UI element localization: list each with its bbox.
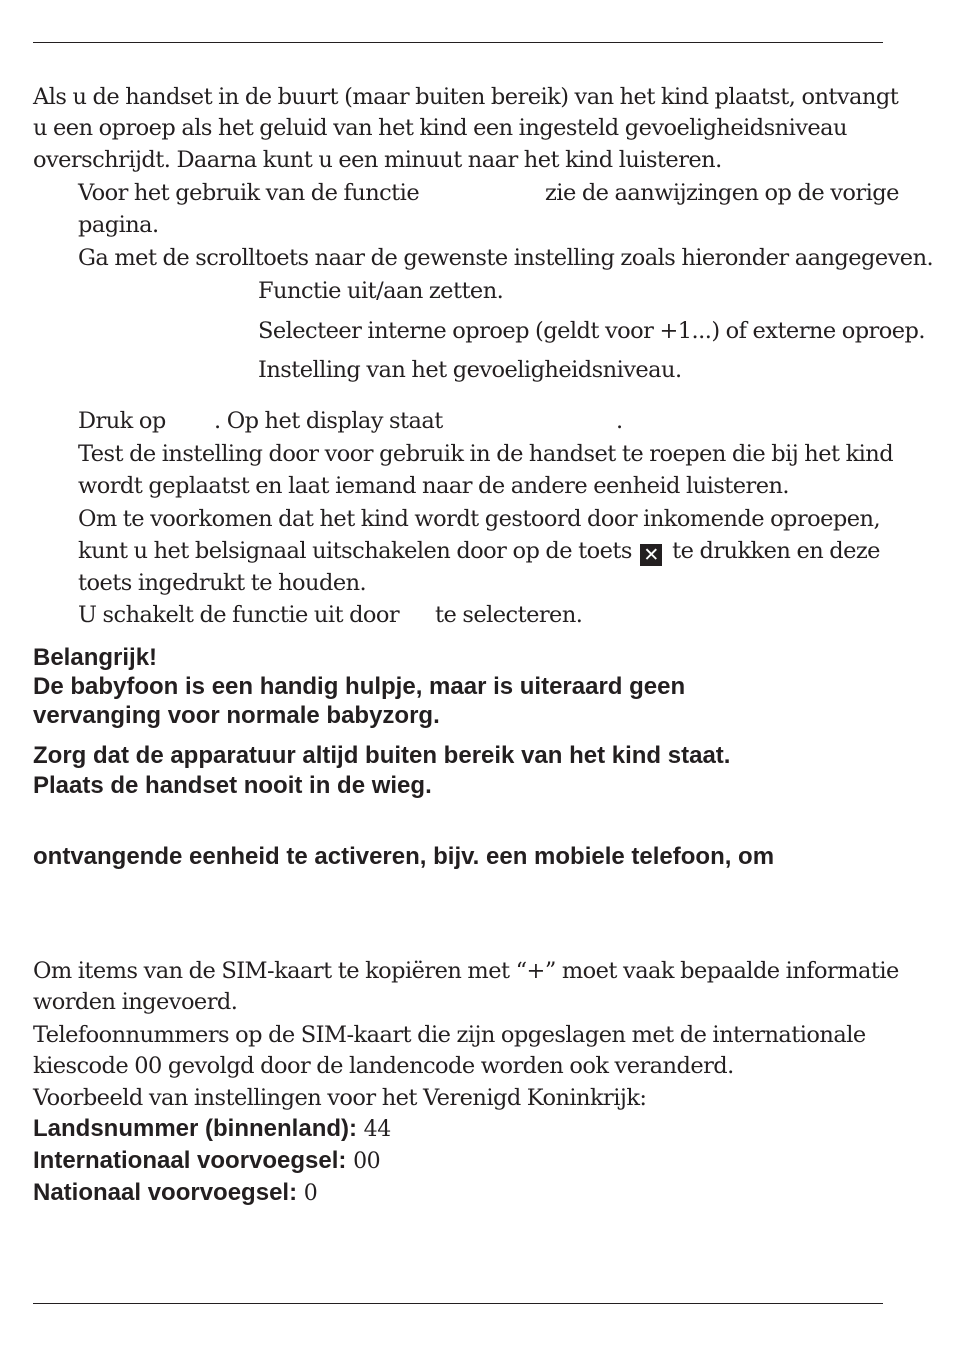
step-use-function-b: zie de aanwijzingen op de vorige bbox=[545, 180, 899, 206]
setting-international-prefix bbox=[33, 1146, 380, 1177]
step-prevent-2 bbox=[78, 535, 880, 567]
step-prevent-3: toets ingedrukt te houden. bbox=[78, 570, 367, 596]
step-scroll-key: Ga met de scrolltoets naar de gewenste instelling zoals hieronder aangegeven. bbox=[78, 245, 934, 271]
top-rule bbox=[33, 42, 883, 43]
step-press-b: . Op het display staat bbox=[214, 408, 443, 434]
option-call-type: Selecteer interne oproep (geldt voor +1...) of externe oproep. bbox=[258, 318, 925, 344]
step-press-a: Druk op bbox=[78, 408, 166, 434]
setting-value: 00 bbox=[353, 1149, 381, 1174]
step-use-function-c: pagina. bbox=[78, 212, 159, 238]
step-test-1: Test de instelling door voor gebruik in de handset te roepen die bij het kind bbox=[78, 441, 894, 467]
sim-line-2: worden ingevoerd. bbox=[33, 989, 238, 1015]
warning-line-4: Plaats de handset nooit in de wieg. bbox=[33, 772, 432, 799]
option-sensitivity: Instelling van het gevoeligheidsniveau. bbox=[258, 357, 682, 383]
setting-value: 0 bbox=[303, 1181, 318, 1206]
step-prevent-2a: kunt u het belsignaal uitschakelen door op de toets bbox=[78, 538, 632, 564]
step-use-function-a: Voor het gebruik van de functie bbox=[78, 180, 420, 206]
setting-label: Nationaal voorvoegsel: bbox=[33, 1179, 298, 1206]
step-disable-b: te selecteren. bbox=[435, 602, 583, 628]
sim-line-1: Om items van de SIM-kaart te kopiëren met “+” moet vaak bepaalde informatie bbox=[33, 958, 899, 984]
intro-line-3: overschrijdt. Daarna kunt u een minuut naar het kind luisteren. bbox=[33, 147, 722, 173]
bottom-rule bbox=[33, 1303, 883, 1304]
step-prevent-2b: te drukken en deze bbox=[672, 538, 880, 564]
warning-line-1: De babyfoon is een handig hulpje, maar is uiteraard geen bbox=[33, 673, 686, 700]
setting-label: Landsnummer (binnenland): bbox=[33, 1115, 357, 1142]
intro-line-2: u een oproep als het geluid van het kind een ingesteld gevoeligheidsniveau bbox=[33, 115, 847, 141]
step-press-c: . bbox=[616, 408, 623, 434]
sim-line-3: Telefoonnummers op de SIM-kaart die zijn opgeslagen met de internationale bbox=[33, 1022, 866, 1048]
sim-line-5: Voorbeeld van instellingen voor het Verenigd Koninkrijk: bbox=[33, 1085, 647, 1111]
setting-value: 44 bbox=[363, 1117, 391, 1142]
warning-line-3: Zorg dat de apparatuur altijd buiten bereik van het kind staat. bbox=[33, 742, 731, 769]
warning-line-2: vervanging voor normale babyzorg. bbox=[33, 702, 440, 729]
setting-national-prefix bbox=[33, 1178, 317, 1209]
end-call-key-icon: ✕ bbox=[640, 544, 662, 566]
setting-country-code bbox=[33, 1114, 391, 1145]
intro-line-1: Als u de handset in de buurt (maar buiten bereik) van het kind plaatst, ontvangt bbox=[33, 84, 899, 110]
warning-heading: Belangrijk! bbox=[33, 644, 158, 671]
step-test-2: wordt geplaatst en laat iemand naar de andere eenheid luisteren. bbox=[78, 473, 789, 499]
setting-label: Internationaal voorvoegsel: bbox=[33, 1147, 347, 1174]
sim-line-4: kiescode 00 gevolgd door de landencode worden ook veranderd. bbox=[33, 1053, 734, 1079]
step-prevent-1: Om te voorkomen dat het kind wordt gestoord door inkomende oproepen, bbox=[78, 506, 881, 532]
warning-line-5: ontvangende eenheid te activeren, bijv. een mobiele telefoon, om bbox=[33, 843, 775, 870]
step-disable-a: U schakelt de functie uit door bbox=[78, 602, 400, 628]
option-toggle: Functie uit/aan zetten. bbox=[258, 278, 504, 304]
